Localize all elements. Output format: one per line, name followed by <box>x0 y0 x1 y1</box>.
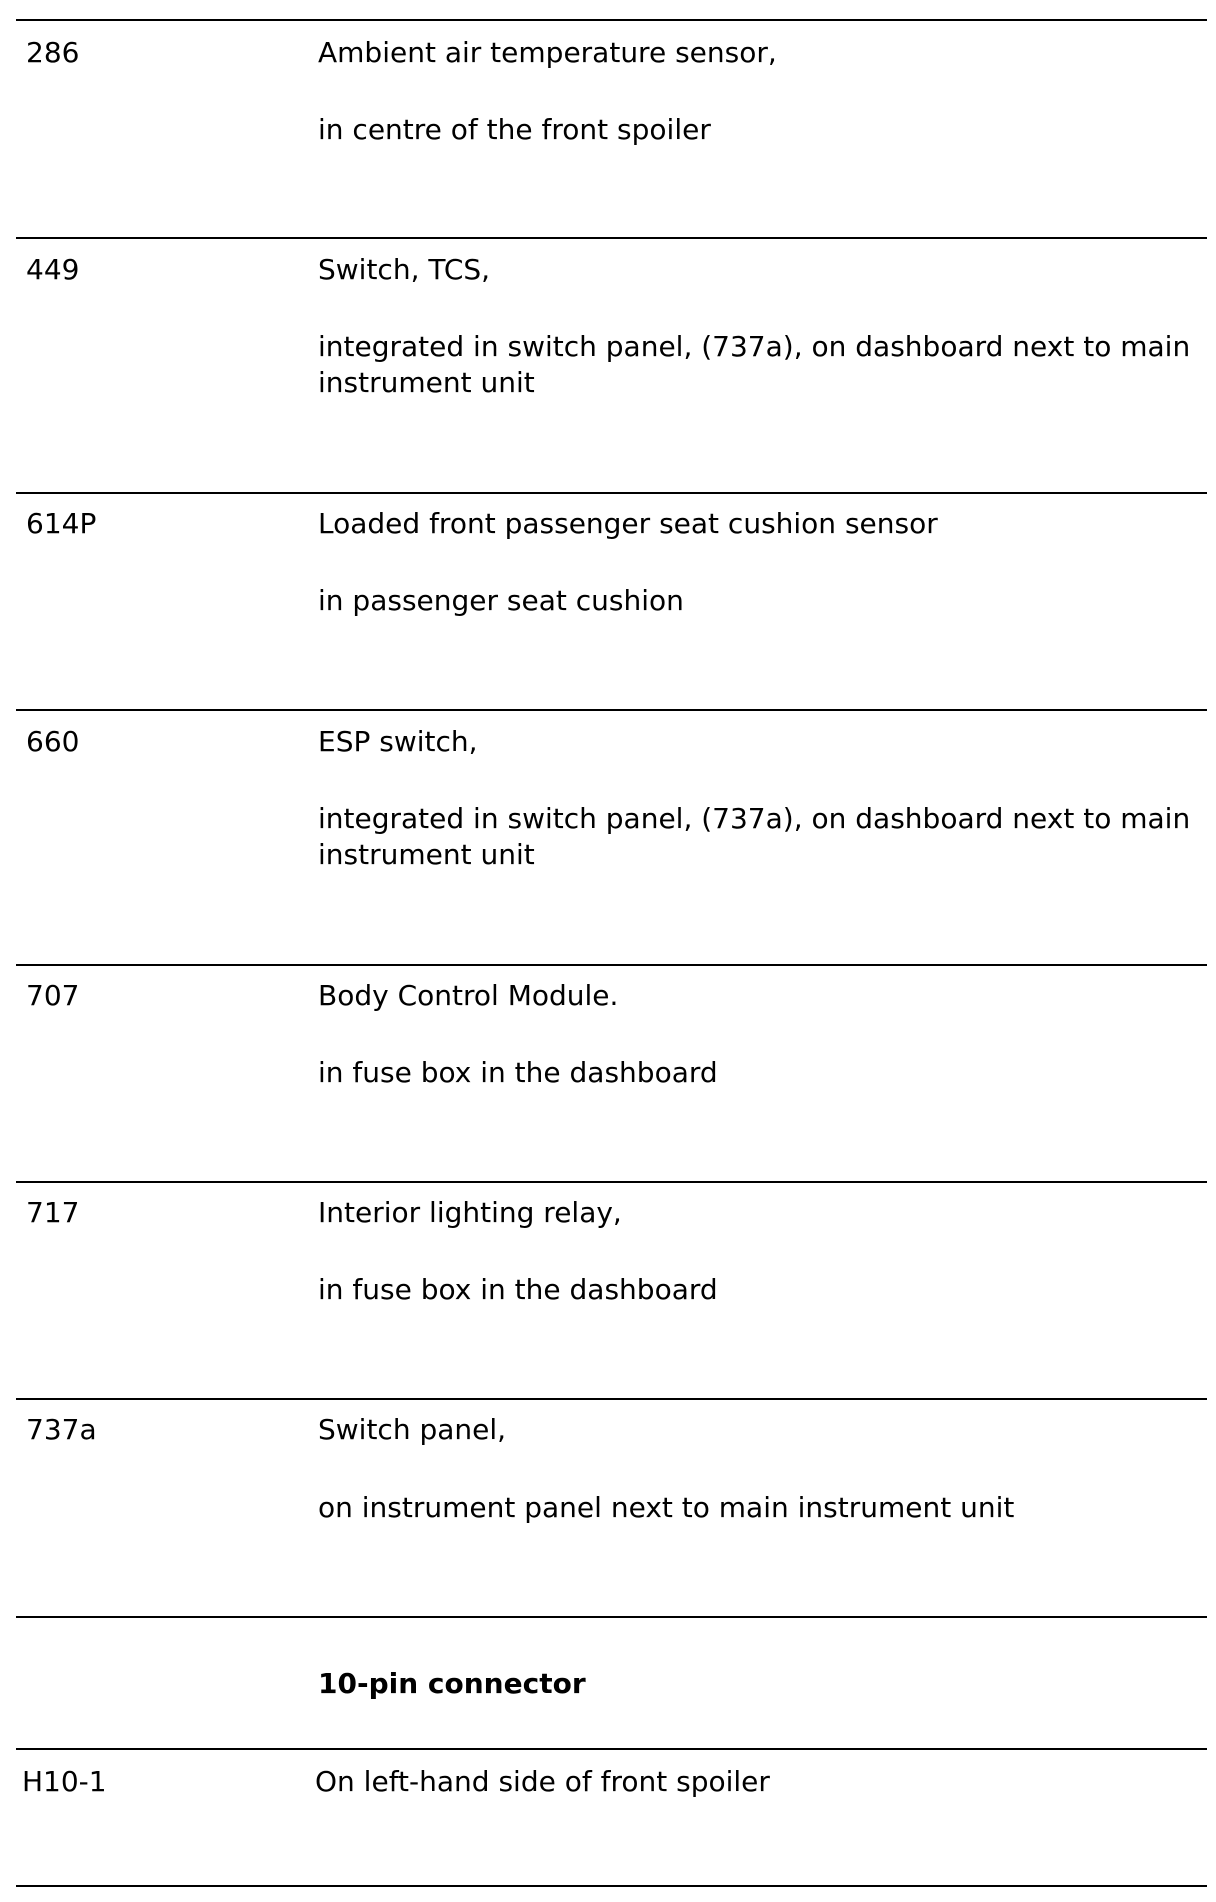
component-code: 614P <box>26 507 97 540</box>
connector-code: H10-1 <box>22 1765 107 1798</box>
component-location: in fuse box in the dashboard <box>318 1056 718 1089</box>
component-code: 286 <box>26 36 80 69</box>
component-location: in passenger seat cushion <box>318 584 684 617</box>
component-code: 707 <box>26 979 80 1012</box>
row-divider <box>16 964 1207 966</box>
component-name: Switch panel, <box>318 1413 507 1446</box>
component-name: ESP switch, <box>318 725 478 758</box>
component-name: Interior lighting relay, <box>318 1196 622 1229</box>
component-location: integrated in switch panel, (737a), on dashboard next to main instrument unit <box>318 802 1191 871</box>
component-location: in centre of the front spoiler <box>318 113 711 146</box>
component-code: 717 <box>26 1196 80 1229</box>
row-divider <box>16 237 1207 239</box>
row-divider <box>16 1748 1207 1750</box>
component-code: 737a <box>26 1413 97 1446</box>
component-name: Loaded front passenger seat cushion sensor <box>318 507 938 540</box>
component-code: 660 <box>26 725 80 758</box>
row-divider <box>16 492 1207 494</box>
connector-location: On left-hand side of front spoiler <box>315 1765 770 1798</box>
row-divider <box>16 1181 1207 1183</box>
row-divider <box>16 1398 1207 1400</box>
component-name: Body Control Module. <box>318 979 619 1012</box>
row-divider <box>16 1885 1207 1887</box>
component-name: Ambient air temperature sensor, <box>318 36 777 69</box>
row-divider <box>16 19 1207 21</box>
component-location: in fuse box in the dashboard <box>318 1273 718 1306</box>
connector-section-heading: 10-pin connector <box>318 1667 586 1700</box>
component-location: integrated in switch panel, (737a), on dashboard next to main instrument unit <box>318 330 1191 399</box>
component-location: on instrument panel next to main instrument unit <box>318 1491 1015 1524</box>
row-divider <box>16 709 1207 711</box>
component-name: Switch, TCS, <box>318 253 491 286</box>
component-code: 449 <box>26 253 80 286</box>
row-divider <box>16 1616 1207 1618</box>
